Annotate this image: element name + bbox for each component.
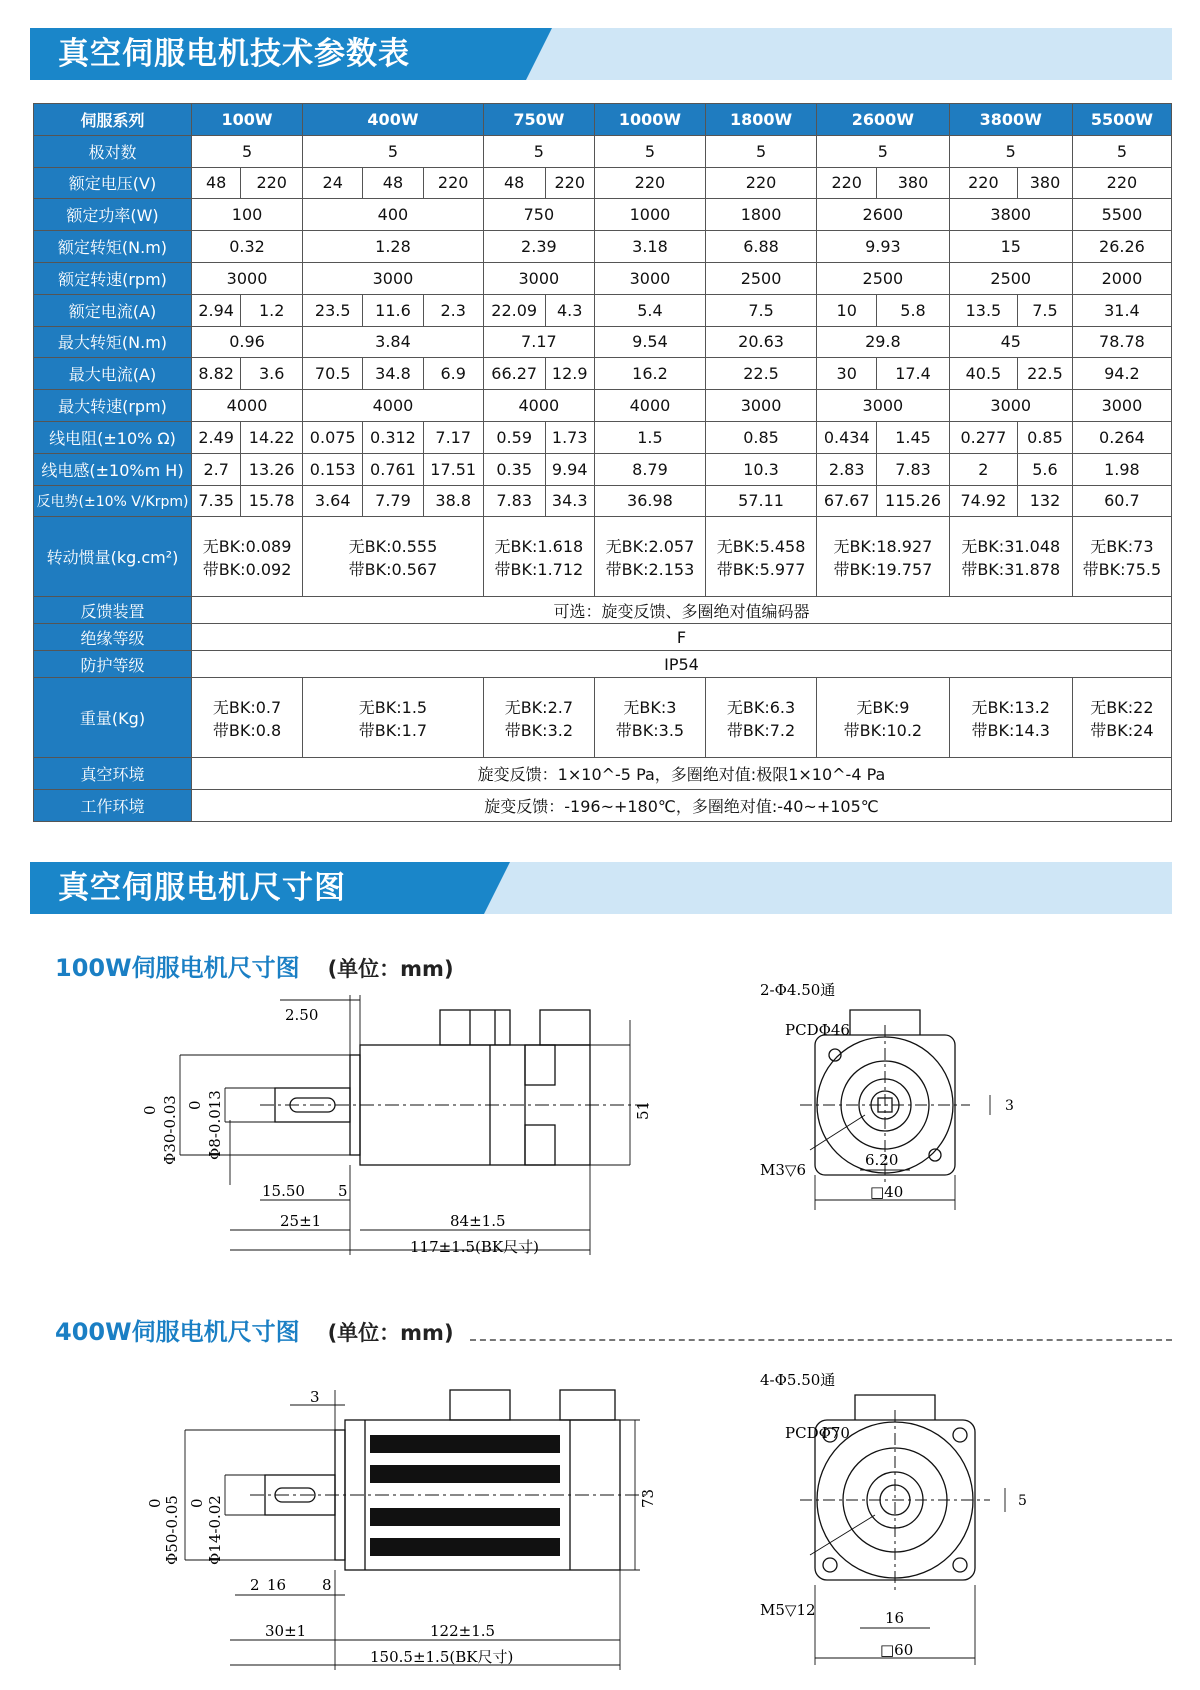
dim-15: 15.50: [262, 1182, 305, 1200]
dim-d50: Φ50-0.05: [163, 1495, 181, 1565]
dim-d14-top: 0: [188, 1498, 206, 1508]
dim-84: 84±1.5: [450, 1212, 506, 1230]
table-row: 最大电流(A) 8.82 3.6 70.5 34.8 6.9 66.27 12.9 16.2 22.5 30 17.4 40.5 22.5 94.2: [34, 358, 1172, 390]
table-row: 额定转矩(N.m) 0.32 1.28 2.39 3.18 6.88 9.93 15 26.26: [34, 231, 1172, 263]
dim-16: 16: [267, 1576, 287, 1594]
header-cell: 5500W: [1072, 104, 1171, 136]
drawing-400w-title: 400W伺服电机尺寸图 (单位：mm): [55, 1318, 454, 1346]
dim-117: 117±1.5(BK尺寸): [410, 1238, 539, 1256]
table-row: 反电势(±10% V/Krpm) 7.35 15.78 3.64 7.79 38.8 7.83 34.3 36.98 57.11 67.67 115.26 74.92 132 60.7: [34, 485, 1172, 517]
table-row: 最大转矩(N.m) 0.96 3.84 7.17 9.54 20.63 29.8 45 78.78: [34, 326, 1172, 358]
dim-d50-top: 0: [146, 1498, 164, 1508]
table-row: 额定电流(A) 2.94 1.2 23.5 11.6 2.3 22.09 4.3 5.4 7.5 10 5.8 13.5 7.5 31.4: [34, 294, 1172, 326]
table-row: 极对数 5 5 5 5 5 5 5 5: [34, 135, 1172, 167]
dim-2: 2: [250, 1576, 260, 1594]
table-row: 额定转速(rpm) 3000 3000 3000 3000 2500 2500 2500 2000: [34, 262, 1172, 294]
table-row: 最大转速(rpm) 4000 4000 4000 4000 3000 3000 3000 3000: [34, 390, 1172, 422]
table-row: 防护等级 IP54: [34, 651, 1172, 678]
dim-5: 5: [338, 1182, 348, 1200]
dim-8: 8: [322, 1576, 332, 1594]
header-cell: 2600W: [817, 104, 950, 136]
table-row: 线电感(±10%m H) 2.7 13.26 0.153 0.761 17.51 0.35 9.94 8.79 10.3 2.83 7.83 2 5.6 1.98: [34, 453, 1172, 485]
dim-d14: Φ14-0.02: [206, 1495, 224, 1565]
spec-title: 真空伺服电机技术参数表: [58, 36, 410, 72]
drawing-100w-side: [141, 990, 710, 1280]
dim-sq60: □60: [880, 1641, 914, 1659]
dim-flange: 2.50: [285, 1006, 319, 1024]
header-cell: 750W: [483, 104, 594, 136]
table-row: 工作环境 旋变反馈：-196~+180℃，多圈绝对值:-40~+105℃: [34, 790, 1172, 822]
dim-150: 150.5±1.5(BK尺寸): [370, 1648, 514, 1666]
header-cell: 3800W: [949, 104, 1072, 136]
header-cell: 1000W: [594, 104, 705, 136]
header-cell: 伺服系列: [34, 104, 192, 136]
table-row: 重量(Kg) 无BK:0.7 带BK:0.8 无BK:1.5 带BK:1.7 无BK:2.7 带BK:3.2 无BK:3 带BK:3.5 无BK:6.3 带BK:7.2 无BK:9 带BK:10.2 无BK:13.2 带BK:14.3 无BK:22 带BK:24: [34, 678, 1172, 758]
dim-key5: 5: [1018, 1493, 1027, 1509]
dim-w16: 16: [885, 1609, 905, 1627]
table-row: 转动惯量(kg.cm²) 无BK:0.089 带BK:0.092 无BK:0.555 带BK:0.567 无BK:1.618 带BK:1.712 无BK:2.057 带BK:2.153 无BK:5.458 带BK:5.977 无BK:18.927 带BK:19.757 无BK:31.048 带BK:31.878 无BK:73 带BK:75.5: [34, 517, 1172, 597]
table-row: 绝缘等级 F: [34, 624, 1172, 651]
spec-table: [33, 103, 1172, 822]
dim-pcd70: PCDΦ70: [785, 1424, 850, 1442]
dim-banner: [30, 862, 1172, 914]
header-cell: 100W: [192, 104, 303, 136]
dim-key3: 3: [1005, 1098, 1014, 1114]
drawing-100w-title: 100W伺服电机尺寸图 (单位：mm): [55, 954, 454, 982]
spec-banner: [30, 28, 1172, 80]
header-cell: 400W: [303, 104, 484, 136]
table-row: 额定功率(W) 100 400 750 1000 1800 2600 3800 5500: [34, 199, 1172, 231]
dim-holes-4: 4-Φ5.50通: [760, 1371, 836, 1389]
table-header-row: [34, 104, 1172, 136]
dim-d8-top: 0: [186, 1100, 204, 1110]
dim-h51: 51: [634, 1100, 652, 1120]
dim-m3: M3▽6: [760, 1161, 806, 1179]
dim-pcd: PCDΦ46: [785, 1021, 850, 1039]
dim-title: 真空伺服电机尺寸图: [58, 870, 346, 906]
dim-holes: 2-Φ4.50通: [760, 981, 836, 999]
dim-620: 6.20: [865, 1151, 899, 1169]
table-row: 线电阻(±10% Ω) 2.49 14.22 0.075 0.312 7.17 0.59 1.73 1.5 0.85 0.434 1.45 0.277 0.85 0.264: [34, 421, 1172, 453]
dashed-divider: [470, 1339, 1172, 1341]
table-row: 真空环境 旋变反馈：1×10^-5 Pa，多圈绝对值:极限1×10^-4 Pa: [34, 758, 1172, 790]
dim-h73: 73: [639, 1488, 657, 1508]
table-row: 额定电压(V) 48 220 24 48 220 48 220 220 220 220 380 220 380 220: [34, 167, 1172, 199]
dim-25: 25±1: [280, 1212, 322, 1230]
dim-sq40: □40: [870, 1183, 904, 1201]
dim-d30-top: 0: [141, 1105, 159, 1115]
table-row: 反馈装置 可选：旋变反馈、多圈绝对值编码器: [34, 597, 1172, 624]
dim-m5: M5▽12: [760, 1601, 816, 1619]
drawing-100w-front: [760, 975, 1090, 1275]
dim-30: 30±1: [265, 1622, 307, 1640]
drawing-400w-side: [146, 1380, 710, 1685]
header-cell: 1800W: [706, 104, 817, 136]
dim-flange-3: 3: [310, 1388, 320, 1406]
dim-122: 122±1.5: [430, 1622, 496, 1640]
drawing-400w-front: [760, 1370, 1090, 1680]
dim-d8: Φ8-0.013: [206, 1090, 224, 1160]
dim-d30: Φ30-0.03: [161, 1095, 179, 1165]
